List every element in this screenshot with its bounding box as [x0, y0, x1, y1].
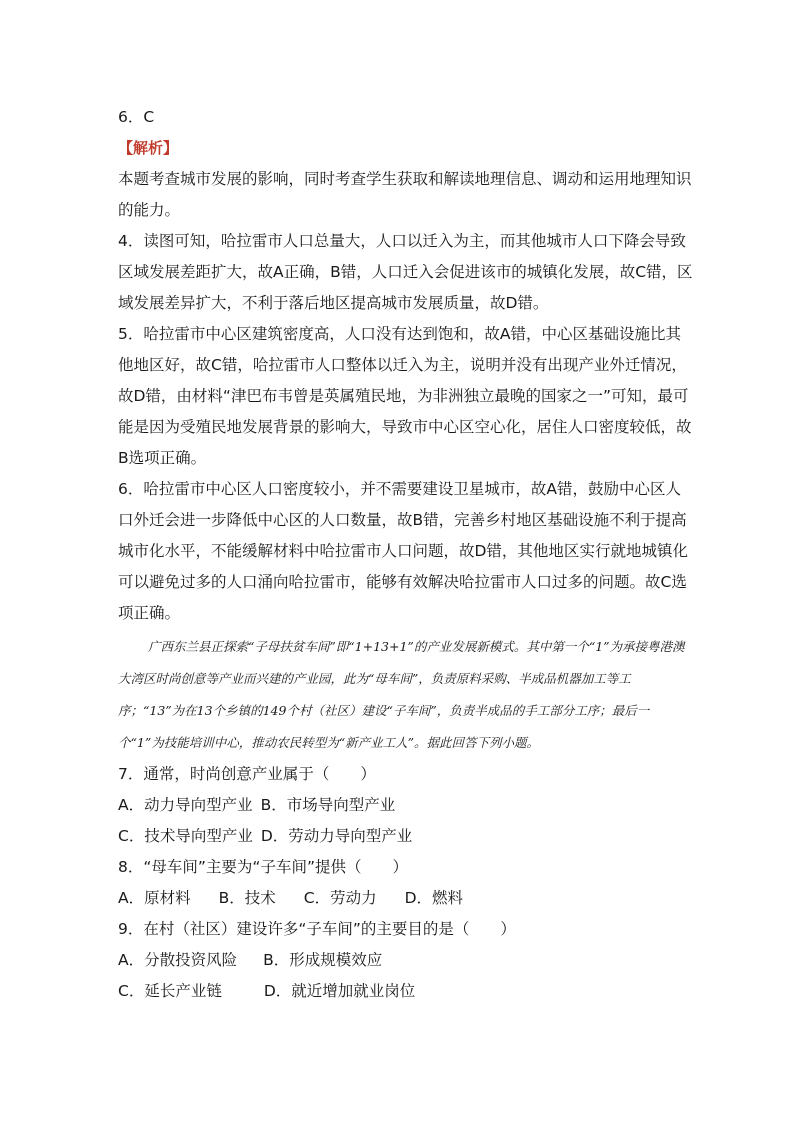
explanation-6: 6．哈拉雷市中心区人口密度较小，并不需要建设卫星城市，故A错，鼓励中心区人口外迁会进一步降低中心区的人口数量，故B错，完善乡村地区基础设施不利于提高城市化水平，不能缓解材料中哈拉雷市人口问题，故D错，其他地区实行就地城镇化可以避免过多的人口涌向哈拉雷市，能够有效解决哈拉雷市人口过多的问题。故C选项正确。	[118, 480, 688, 622]
option-8d: D．燃料	[404, 889, 464, 907]
explanation-5: 5．哈拉雷市中心区建筑密度高，人口没有达到饱和，故A错，中心区基础设施比其他地区好，故C错，哈拉雷市人口整体以迁入为主，说明并没有出现产业外迁情况，故D错，由材料“津巴布韦曾是英属殖民地，为非洲独立最晚的国家之一”可知，最可能是因为受殖民地发展背景的影响大，导致市中心区空心化，居住人口密度较低，故B选项正确。	[118, 325, 692, 467]
option-7d: D．劳动力导向型产业	[260, 827, 413, 845]
question-7-options-row-2	[118, 821, 694, 852]
answer-line: 6．C	[118, 108, 155, 126]
option-8b: B．技术	[218, 889, 276, 907]
question-7-stem: 7．通常，时尚创意产业属于（ ）	[118, 765, 376, 783]
question-9-stem: 9．在村（社区）建设许多“子车间”的主要目的是（ ）	[118, 920, 516, 938]
question-9-options-row-1	[118, 945, 694, 976]
question-9-options-row-2	[118, 976, 694, 1007]
reading-passage: 广西东兰县正探索“子母扶贫车间”即“1+13+1”的产业发展新模式。其中第一个“1”为承接粤港澳大湾区时尚创意等产业而兴建的产业园，此为“母车间”，负责原料采购、半成品机器加工等工序；“13”为在13个乡镇的149个村（社区）建设“子车间”，负责半成品的手工部分工序；最后一个“1”为技能培训中心，推动农民转型为“新产业工人”。据此回答下列小题。	[118, 639, 685, 750]
option-9d: D．就近增加就业岗位	[263, 982, 416, 1000]
option-8a: A．原材料	[118, 889, 191, 907]
option-7a: A．动力导向型产业	[118, 796, 253, 814]
question-7-options-row-1	[118, 790, 694, 821]
question-8-options-row-1	[118, 883, 694, 914]
analysis-intro: 本题考查城市发展的影响，同时考查学生获取和解读地理信息、调动和运用地理知识的能力。	[118, 170, 692, 219]
option-7c: C．技术导向型产业	[118, 827, 253, 845]
explanation-4: 4．读图可知，哈拉雷市人口总量大，人口以迁入为主，而其他城市人口下降会导致区域发展差距扩大，故A正确，B错，人口迁入会促进该市的城镇化发展，故C错，区域发展差异扩大，不利于落后地区提高城市发展质量，故D错。	[118, 232, 693, 312]
option-9b: B．形成规模效应	[263, 951, 383, 969]
option-9a: A．分散投资风险	[118, 951, 238, 969]
option-7b: B．市场导向型产业	[260, 796, 396, 814]
option-8c: C．劳动力	[303, 889, 377, 907]
analysis-label: 【解析】	[118, 139, 179, 157]
question-8-stem: 8．“母车间”主要为“子车间”提供（ ）	[118, 858, 408, 876]
option-9c: C．延长产业链	[118, 982, 222, 1000]
document-content	[118, 102, 694, 1007]
